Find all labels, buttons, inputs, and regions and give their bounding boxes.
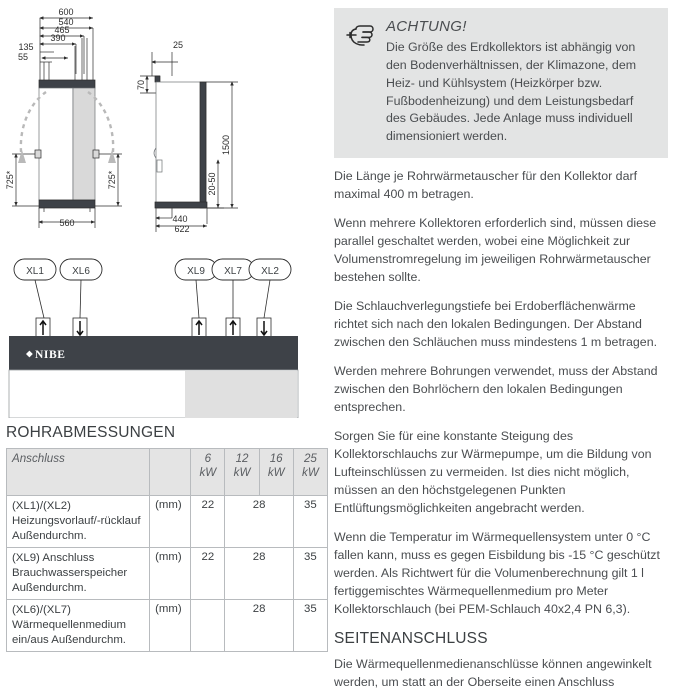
header-kw-6-num: 6: [204, 452, 212, 465]
row-v6-xl1-xl2: 22: [191, 496, 225, 548]
header-kw-16-unit: kW: [267, 466, 285, 480]
port-bubble-xl2: [249, 259, 291, 280]
dim-540: 540: [58, 17, 74, 27]
row-v12-16-xl6-xl7: 28: [225, 600, 293, 652]
paragraph-schlauchverlegungstiefe: Die Schlauchverlegungstiefe bei Erdoberflächenwärme richtet sich nach den lokalen Bedingungen. Der Abstand zwischen den Schläuchen muss mindestens 1 m betragen.: [334, 299, 658, 350]
dim-55: 55: [17, 52, 29, 62]
pointing-hand-icon: [344, 18, 378, 54]
paragraph-kollektor-laenge: Die Länge je Rohrwärmetauscher für den Kollektor darf maximal 400 m betragen.: [334, 169, 638, 202]
port-bubble-xl6: [60, 259, 102, 280]
header-kw-25-num: 25: [303, 452, 317, 465]
port-bubble-xl1: [14, 259, 56, 280]
dim-622: 622: [174, 224, 190, 234]
row-v25-xl9: 35: [293, 548, 327, 600]
arrow-marker-xl9: [192, 318, 206, 338]
technical-drawings: [0, 0, 330, 250]
port-label-xl2: XL2: [261, 266, 279, 277]
dim-1500: 1500: [221, 134, 231, 156]
row-unit-xl1-xl2: (mm): [150, 496, 191, 548]
table-row: [7, 548, 328, 600]
paragraph-seitenanschluss: Die Wärmequellenmedienanschlüsse können angewinkelt werden, um statt an der Oberseite einen Anschluss: [334, 656, 652, 689]
attention-notice-body: [386, 18, 656, 146]
row-v12-16-xl9: 28: [225, 548, 293, 600]
row-v6-xl9: 22: [191, 548, 225, 600]
arrow-marker-xl7: [226, 318, 240, 338]
header-kw-16: [259, 449, 293, 496]
row-v6-xl6-xl7: [191, 600, 225, 652]
header-kw-16-num: 16: [269, 452, 283, 465]
dim-725-left: 725*: [5, 170, 15, 190]
header-kw-6-unit: kW: [199, 466, 217, 480]
row-name-xl1-xl2: (XL1)/(XL2) Heizungsvorlauf/-rücklauf Außendurchm.: [7, 496, 150, 548]
row-v25-xl6-xl7: 35: [293, 600, 327, 652]
row-unit-xl6-xl7: (mm): [150, 600, 191, 652]
dim-25: 25: [172, 40, 184, 50]
seitenanschluss-title: SEITENANSCHLUSS: [334, 629, 488, 647]
unit-lower-panel: [185, 371, 297, 418]
port-label-xl6: XL6: [72, 266, 90, 277]
header-unit: [150, 449, 191, 496]
header-kw-12: [225, 449, 259, 496]
row-unit-xl9: (mm): [150, 548, 191, 600]
paragraph-steigung: Sorgen Sie für eine konstante Steigung des Kollektorschlauchs zur Wärmepumpe, um die Bildung von Lufteinschlüssen zu vermeiden. Ist dies nicht möglich, müssen an den höchstgelegenen Punkten Entlüftungsmöglichkeiten angebracht werden.: [334, 428, 652, 515]
attention-notice: [334, 8, 668, 158]
table-row: [7, 600, 328, 652]
header-kw-25: [293, 449, 327, 496]
connection-diagram-svg: [0, 250, 330, 418]
dim-20-50: 20-50: [207, 172, 217, 196]
pipe-dimensions-table: [6, 448, 328, 652]
table-header-row: [7, 449, 328, 496]
header-kw-25-unit: kW: [302, 466, 319, 480]
dim-600: 600: [58, 7, 74, 17]
port-bubble-xl9: [175, 259, 217, 280]
row-name-xl6-xl7: (XL6)/(XL7) Wärmequellenmedium ein/aus Außendurchm.: [7, 600, 150, 652]
arrow-marker-xl6: [73, 318, 87, 338]
dim-725-right: 725*: [107, 170, 117, 190]
attention-text: Die Größe des Erdkollektors ist abhängig von den Bodenverhältnissen, der Klimazone, dem Heiz- und Kühlsystem (Heizkörper bzw. Fußbodenheizung) und dem Leistungsbedarf des Gebäudes. Jede Anlage muss individuell dimensioniert werden.: [386, 40, 637, 144]
nibe-logo-text: NIBE: [35, 349, 66, 361]
connection-diagram: [0, 250, 330, 418]
dim-70: 70: [136, 79, 146, 91]
header-kw-12-unit: kW: [233, 466, 251, 480]
dimension-drawing-svg: [0, 0, 330, 250]
header-kw-6: [191, 449, 225, 496]
paragraph-bohrungen: Werden mehrere Bohrungen verwendet, muss der Abstand zwischen den Bohrlöchern den lokalen Bedingungen entsprechen.: [334, 364, 658, 414]
pipe-table-wrap: [6, 448, 322, 652]
port-label-xl9: XL9: [187, 266, 205, 277]
dim-390: 390: [50, 33, 66, 43]
arrow-marker-xl1: [36, 318, 50, 338]
port-label-xl1: XL1: [26, 266, 44, 277]
header-anschluss: Anschluss: [7, 449, 150, 496]
row-v12-16-xl1-xl2: 28: [225, 496, 293, 548]
dim-440: 440: [172, 214, 188, 224]
right-column: [330, 0, 676, 689]
header-kw-12-num: 12: [235, 452, 249, 465]
dim-560: 560: [59, 218, 75, 228]
attention-title: ACHTUNG!: [386, 18, 467, 35]
row-v25-xl1-xl2: 35: [293, 496, 327, 548]
paragraph-frostschutz: Wenn die Temperatur im Wärmequellensystem unter 0 °C fallen kann, muss es gegen Eisbildung bis -15 °C geschützt werden. Als Richtwert für die Volumenberechnung gilt 1 l fertiggemischtes Wärmequellenmedium pro Meter Kollektorschlauch (bei PEM-Schlauch 40x2,4 PN 6,3).: [334, 529, 660, 616]
port-arrow-markers: [36, 318, 271, 338]
row-name-xl9: (XL9) Anschluss Brauchwasserspeicher Außendurchm.: [7, 548, 150, 600]
table-row: [7, 496, 328, 548]
pipe-table-title: ROHRABMESSUNGEN: [6, 424, 176, 441]
arrow-marker-xl2: [257, 318, 271, 338]
dim-465: 465: [54, 25, 70, 35]
port-label-xl7: XL7: [224, 266, 242, 277]
dim-135: 135: [18, 42, 34, 52]
port-bubbles: [14, 259, 291, 280]
port-bubble-xl7: [212, 259, 254, 280]
paragraph-parallel-kollektoren: Wenn mehrere Kollektoren erforderlich sind, müssen diese parallel geschaltet werden, wobei eine Möglichkeit zur Volumenstromregelung im jeweiligen Rohrwärmetauscher bestehen sollte.: [334, 216, 657, 285]
left-column: [0, 0, 330, 650]
